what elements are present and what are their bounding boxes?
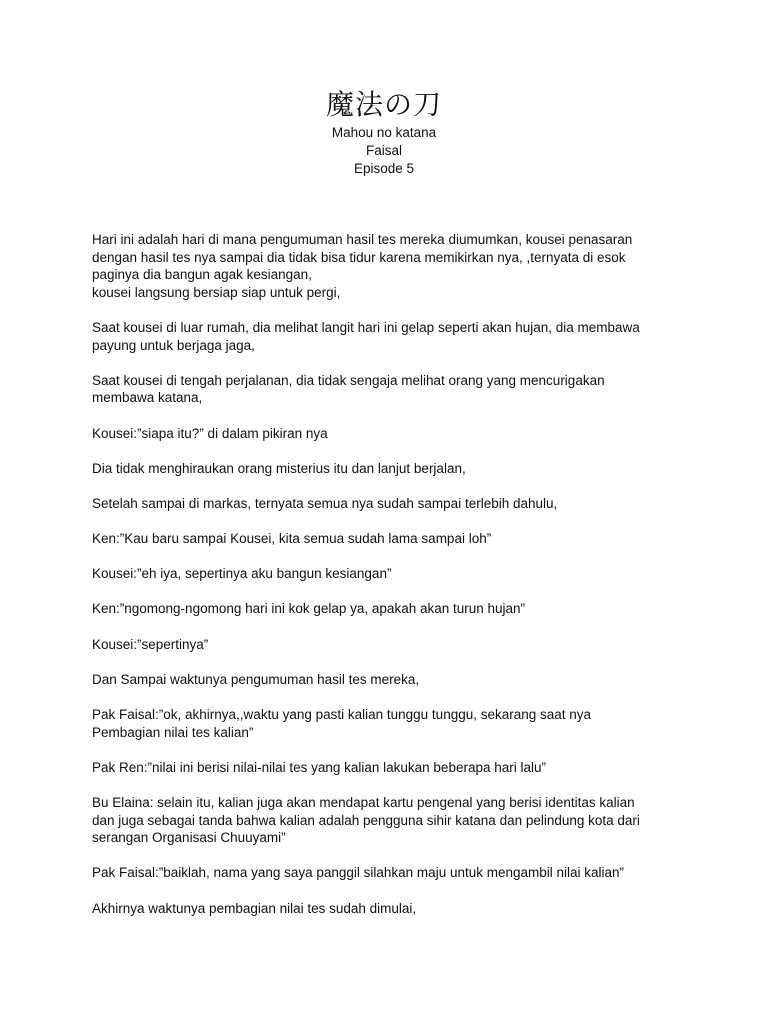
story-body: [92, 231, 682, 935]
paragraph: Ken:”ngomong-ngomong hari ini kok gelap ya, apakah akan turun hujan”: [92, 601, 526, 617]
paragraph: Saat kousei di tengah perjalanan, dia tidak sengaja melihat orang yang mencurigakan membawa katana,: [92, 372, 605, 406]
paragraph: Bu Elaina: selain itu, kalian juga akan mendapat kartu pengenal yang berisi identitas kalian dan juga sebagai tanda bahwa kalian adalah pengguna sihir katana dan pelindung kota dari serangan Organisasi Chuuyami”: [92, 795, 640, 846]
paragraph: Saat kousei di luar rumah, dia melihat langit hari ini gelap seperti akan hujan, dia membawa payung untuk berjaga jaga,: [92, 319, 640, 353]
paragraph: Pak Faisal:”ok, akhirnya,,waktu yang pasti kalian tunggu tunggu, sekarang saat nya Pembagian nilai tes kalian”: [92, 707, 592, 740]
paragraph: Dia tidak menghiraukan orang misterius itu dan lanjut berjalan,: [92, 460, 466, 476]
document-episode: Episode 5: [353, 161, 415, 176]
paragraph: Kousei:”siapa itu?” di dalam pikiran nya: [92, 425, 328, 441]
document-author: Faisal: [365, 143, 402, 158]
paragraph: Pak Ren:”nilai ini berisi nilai-nilai tes yang kalian lakukan beberapa hari lalu”: [92, 759, 546, 775]
paragraph: Dan Sampai waktunya pengumuman hasil tes mereka,: [92, 671, 420, 687]
paragraph: Setelah sampai di markas, ternyata semua nya sudah sampai terlebih dahulu,: [92, 495, 558, 511]
paragraph: Ken:”Kau baru sampai Kousei, kita semua sudah lama sampai loh”: [92, 531, 492, 547]
paragraph: Akhirnya waktunya pembagian nilai tes sudah dimulai,: [92, 900, 417, 916]
paragraph: Pak Faisal:”baiklah, nama yang saya panggil silahkan maju untuk mengambil nilai kalian”: [92, 865, 625, 881]
document-subtitle: Mahou no katana: [331, 125, 437, 140]
paragraph: Kousei:”eh iya, sepertinya aku bangun kesiangan”: [92, 566, 392, 582]
document-header: [0, 86, 768, 178]
document-title: 魔法の刀: [325, 88, 442, 121]
paragraph: Kousei:”sepertinya”: [92, 636, 209, 652]
paragraph: Hari ini adalah hari di mana pengumuman hasil tes mereka diumumkan, kousei penasaran dengan hasil tes nya sampai dia tidak bisa tidur karena memikirkan nya, ,ternyata di esok paginya dia bangun agak kesiangan, kousei langsung bersiap siap untuk pergi,: [92, 232, 633, 300]
